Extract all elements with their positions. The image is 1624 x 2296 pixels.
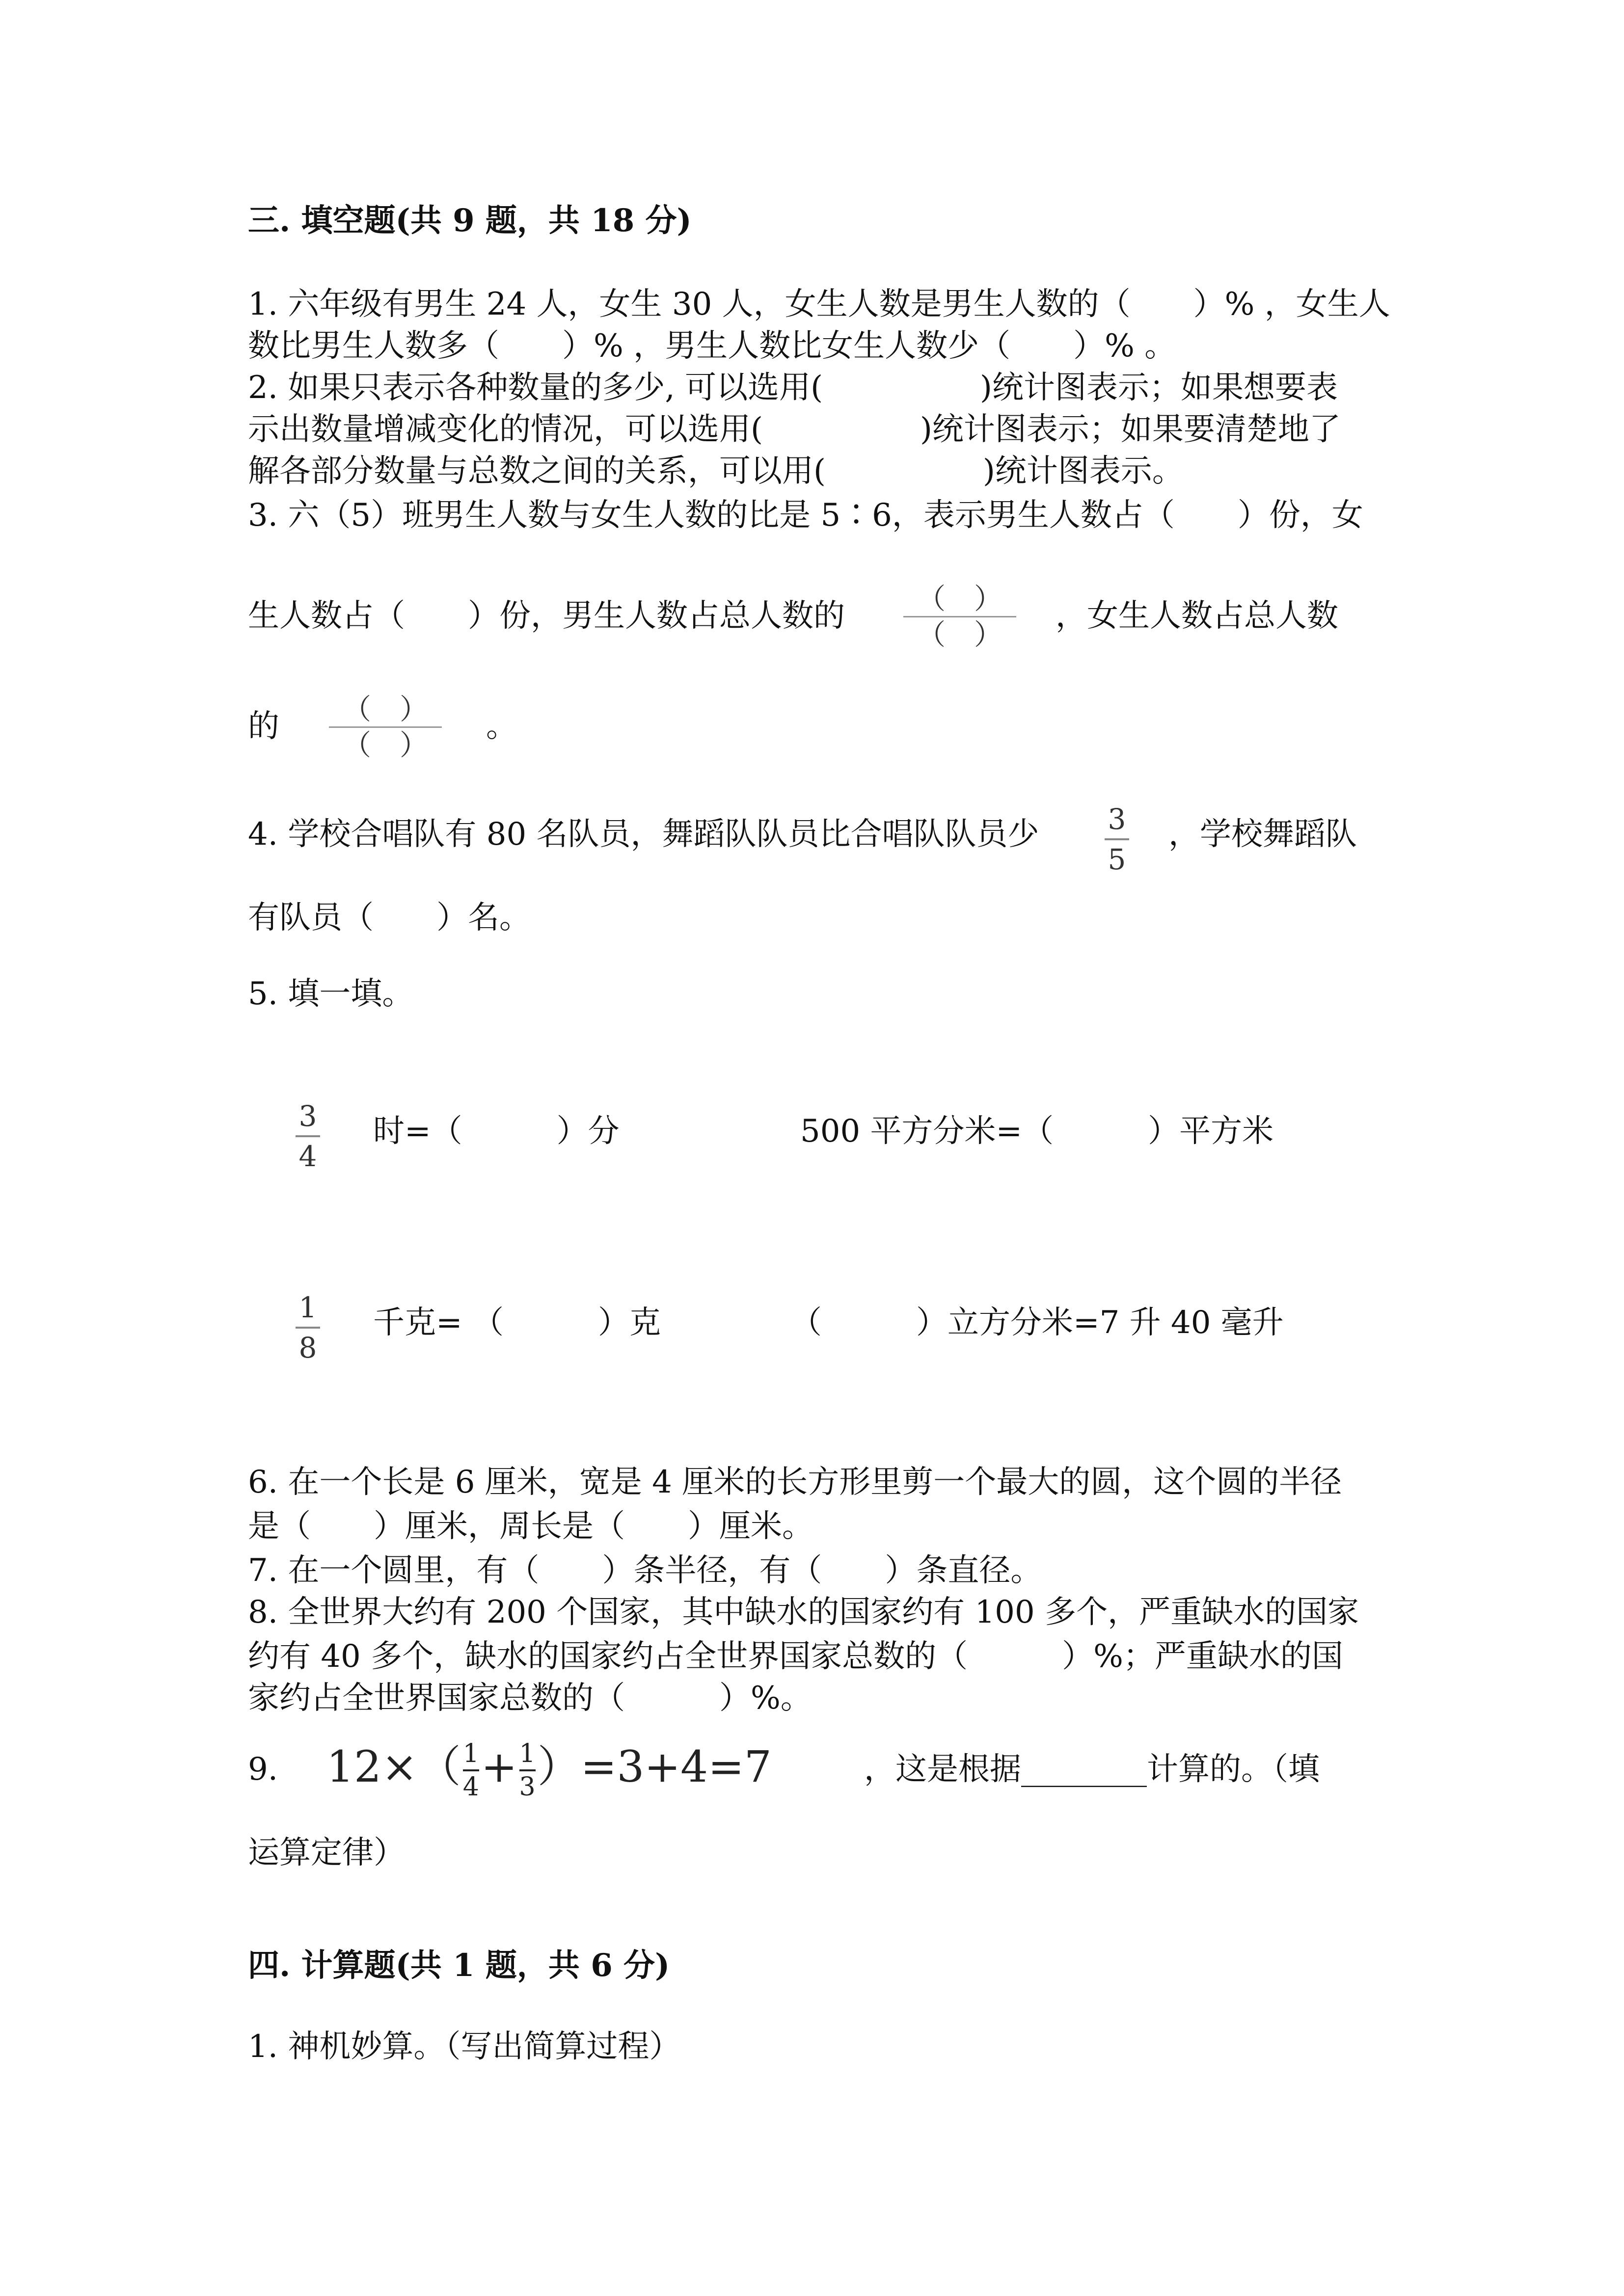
q5-fraction-c-num: 1	[298, 1291, 317, 1324]
q5-item-d: （ ）立方分米=7 升 40 毫升	[790, 1305, 1284, 1341]
q9-number: 9.	[248, 1751, 278, 1788]
q2-line-2: 示出数量增减变化的情况，可以选用( )统计图表示；如果要清楚地了	[248, 411, 1341, 448]
section-4-heading: 四. 计算题(共 1 题，共 6 分)	[248, 1947, 670, 1984]
q1-line-2: 数比男生人数多（ ）% ，男生人数比女生人数少（ ）% 。	[248, 328, 1176, 364]
q8-line-1: 8. 全世界大约有 200 个国家，其中缺水的国家约有 100 多个，严重缺水的国家	[248, 1594, 1359, 1630]
q5-fraction-c	[296, 1293, 320, 1362]
q6-line-2: 是（ ）厘米，周长是（ ）厘米。	[248, 1508, 813, 1545]
q9-fraction-2-den: 3	[519, 1772, 536, 1802]
fraction-bar	[1105, 838, 1129, 840]
q3-line-1: 3. 六（5）班男生人数与女生人数的比是 5∶6，表示男生人数占（ ）份，女	[248, 497, 1363, 534]
q6-line-1: 6. 在一个长是 6 厘米，宽是 4 厘米的长方形里剪一个最大的圆，这个圆的半径	[248, 1464, 1342, 1500]
q1-line-1: 1. 六年级有男生 24 人，女生 30 人，女生人数是男生人数的（ ）% ，女生人	[248, 286, 1390, 322]
q5-fraction-a	[296, 1099, 320, 1173]
q9-equation	[326, 1733, 772, 1800]
q5-fraction-a-num: 3	[298, 1099, 317, 1133]
q9-fraction-1-den: 4	[462, 1772, 479, 1802]
q3-blank-fraction-2-num: （ ）	[342, 693, 428, 726]
q7-line-1: 7. 在一个圆里，有（ ）条半径，有（ ）条直径。	[248, 1552, 1042, 1589]
q3-line-2b: ，女生人数占总人数	[1056, 598, 1338, 634]
q4-line-1b: ，学校舞蹈队	[1168, 816, 1357, 853]
q4-fraction-num: 3	[1108, 802, 1126, 836]
q2-line-3: 解各部分数量与总数之间的关系，可以用( )统计图表示。	[248, 453, 1184, 489]
q4-line-1a: 4. 学校合唱队有 80 名队员，舞蹈队队员比合唱队队员少	[248, 816, 1039, 853]
section-3-heading: 三. 填空题(共 9 题，共 18 分)	[248, 202, 692, 239]
q9-plus: +	[481, 1741, 517, 1792]
q3-line-2a: 生人数占（ ）份，男生人数占总人数的	[248, 598, 845, 634]
q3-line-3b: 。	[486, 708, 517, 745]
q8-line-3: 家约占全世界国家总数的（ ）%。	[248, 1680, 812, 1716]
q9-fraction-2-num: 1	[519, 1739, 536, 1769]
q9-eq-pre: 12×（	[326, 1741, 461, 1792]
fraction-bar	[463, 1769, 479, 1771]
q9-fraction-1	[463, 1741, 479, 1800]
fraction-bar	[296, 1327, 320, 1329]
fraction-bar	[296, 1135, 320, 1137]
section-4-q1: 1. 神机妙算。（写出简算过程）	[248, 2029, 681, 2065]
q5-item-b: 500 平方分米=（ ）平方米	[800, 1113, 1274, 1149]
q9-fraction-2	[519, 1741, 536, 1800]
q3-blank-fraction-1-num: （ ）	[917, 582, 1002, 615]
q4-fraction	[1105, 802, 1129, 876]
q3-blank-fraction-2-den: （ ）	[342, 728, 428, 762]
q3-blank-fraction-1	[903, 582, 1016, 652]
q5-fraction-a-den: 4	[298, 1140, 317, 1173]
q9-eq-post: ）=3+4=7	[537, 1741, 772, 1792]
q9-line-2: 运算定律）	[248, 1835, 405, 1871]
fraction-bar	[519, 1769, 536, 1771]
q8-line-2: 约有 40 多个，缺水的国家约占全世界国家总数的（ ）%；严重缺水的国	[248, 1638, 1343, 1675]
q9-line-1b: ，这是根据________计算的。（填	[864, 1751, 1320, 1788]
q5-fraction-c-den: 8	[298, 1331, 317, 1364]
q9-fraction-1-num: 1	[462, 1739, 479, 1769]
q3-line-3a: 的	[248, 708, 279, 745]
q4-line-2: 有队员（ ）名。	[248, 900, 531, 936]
q5-item-c: 千克= （ ）克	[373, 1305, 661, 1341]
q4-fraction-den: 5	[1108, 843, 1126, 876]
q3-blank-fraction-2	[329, 692, 442, 762]
q5-item-a: 时=（ ）分	[373, 1113, 620, 1149]
q3-blank-fraction-1-den: （ ）	[917, 618, 1002, 651]
q5-title: 5. 填一填。	[248, 976, 414, 1012]
q2-line-1: 2. 如果只表示各种数量的多少, 可以选用( )统计图表示；如果想要表	[248, 370, 1338, 406]
